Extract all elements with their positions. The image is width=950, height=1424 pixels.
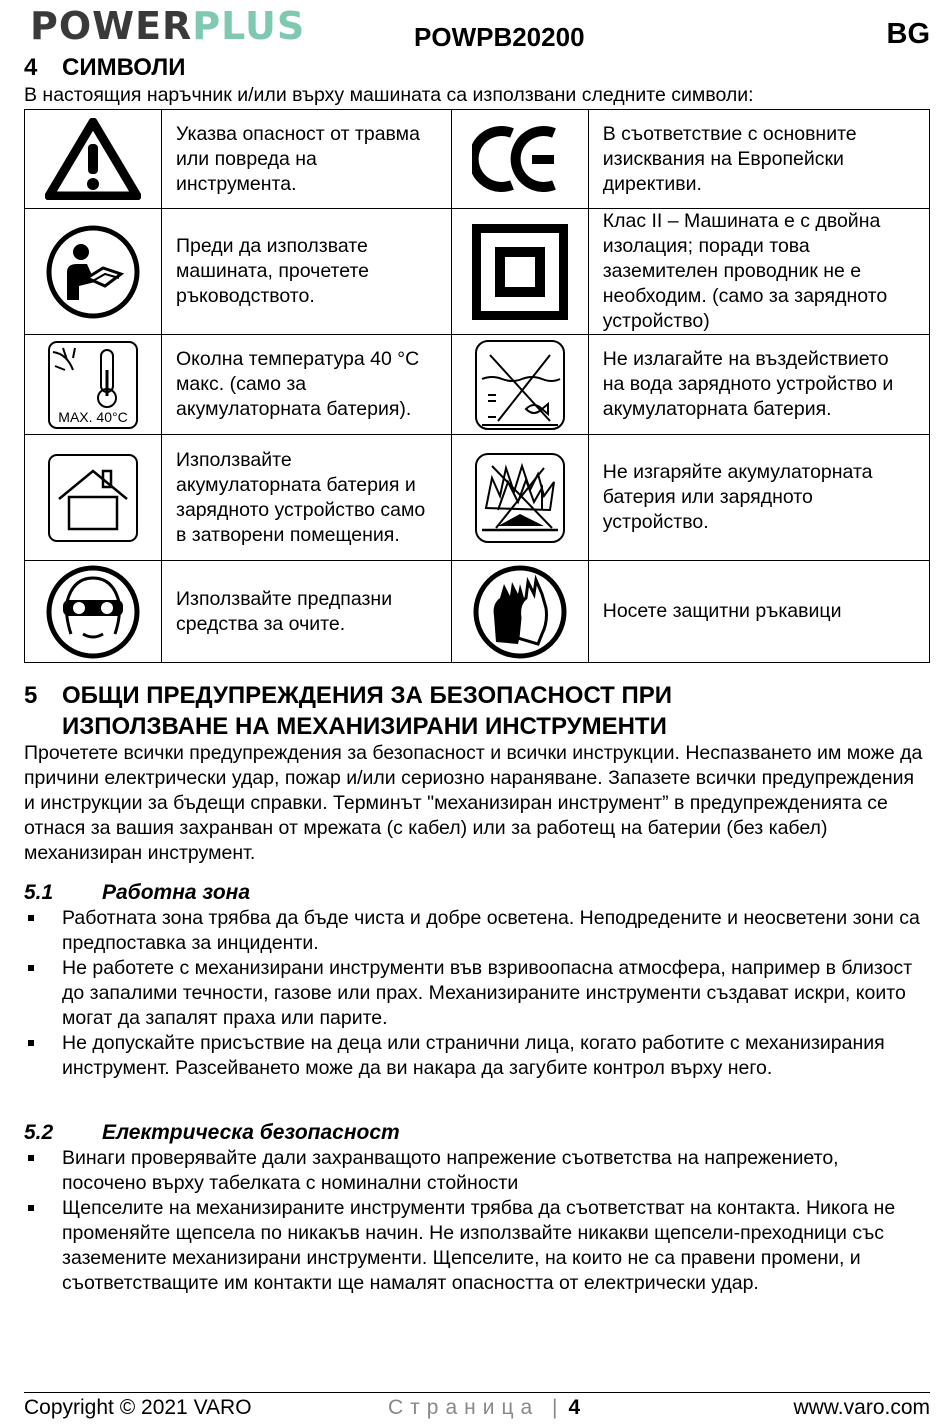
list-item: Работната зона трябва да бъде чиста и добре осветена. Неподредените и неосветени зони са предпоставка за инциденти. xyxy=(24,906,924,956)
symbol-row xyxy=(25,110,930,209)
symbol-description: Не излагайте на въздействието на вода зарядното устройство и акумулаторната батерия. xyxy=(588,335,929,435)
section-5-paragraph: Прочетете всички предупреждения за безопасност и всички инструкции. Неспазването им може да причини електрически удар, пожар и/или сериозно нараняване. Запазете всички предупреждения и инструкции за бъдещи справки. Терминът "механизиран инструмент” в предупрежденията се отнася за вашия захранван от мрежата (с кабел) или за работещ на батерии (без кабел) механизиран инструмент. xyxy=(24,742,923,864)
symbol-description: В съответствие с основните изисквания на Европейски директиви. xyxy=(588,110,929,209)
list-item: Не допускайте присъствие на деца или странични лица, когато работите с механизирания инструмент. Разсейването може да ви накара да загубите контрол върху него. xyxy=(24,1031,924,1081)
symbol-row xyxy=(25,209,930,335)
page-label: Страница xyxy=(388,1396,540,1419)
copyright-notice: Copyright © 2021 VARO xyxy=(24,1396,252,1419)
model-number: POWPB20200 xyxy=(414,22,585,52)
symbol-description: Клас II – Машината е с двойна изолация; поради това заземителен проводник не е необходим. (само за зарядното устройство) xyxy=(588,209,929,335)
symbol-row xyxy=(25,435,930,561)
page-number: 4 xyxy=(568,1396,581,1419)
indoor-use-icon xyxy=(25,435,162,561)
section-5-heading: 5 ОБЩИ ПРЕДУПРЕЖДЕНИЯ ЗА БЕЗОПАСНОСТ ПРИ ИЗПОЛЗВАНЕ НА МЕХАНИЗИРАНИ ИНСТРУМЕНТИ xyxy=(24,682,673,740)
symbol-row xyxy=(25,561,930,663)
symbol-description: Преди да използвате машината, прочетете ръководството. xyxy=(162,209,452,335)
work-area-list xyxy=(24,906,924,1081)
page-indicator xyxy=(388,1396,580,1420)
class-ii-insulation-icon xyxy=(451,209,588,335)
ce-mark-icon xyxy=(451,110,588,209)
language-code: BG xyxy=(886,18,930,50)
subsection-5-1-heading: 5.1 Работна зона xyxy=(24,881,251,904)
symbol-description: Указва опасност от травма или повреда на инструмента. xyxy=(162,110,452,209)
subsection-5-2-heading: 5.2 Електрическа безопасност xyxy=(24,1121,400,1144)
list-item: Винаги проверявайте дали захранващото напрежение съответства на напрежението, посочено върху табелката с номинални стойности xyxy=(24,1146,924,1196)
section-4-heading: 4 СИМВОЛИ xyxy=(24,54,186,81)
symbol-description: Околна температура 40 °C макс. (само за акумулаторната батерия). xyxy=(162,335,452,435)
symbol-description: Използвайте акумулаторната батерия и зарядното устройство само в затворени помещения. xyxy=(162,435,452,561)
max-temperature-icon xyxy=(25,335,162,435)
page-separator: | xyxy=(552,1396,565,1419)
no-fire-icon xyxy=(451,435,588,561)
warning-triangle-icon xyxy=(25,110,162,209)
brand-logo: POWERPLUS xyxy=(30,4,306,48)
section-4-intro: В настоящия наръчник и/или върху машината са използвани следните символи: xyxy=(24,84,754,106)
symbol-description: Не изгаряйте акумулаторната батерия или зарядното устройство. xyxy=(588,435,929,561)
website-link[interactable]: www.varo.com xyxy=(793,1396,930,1419)
footer-divider xyxy=(24,1392,930,1393)
no-water-icon xyxy=(451,335,588,435)
eye-protection-icon xyxy=(25,561,162,663)
symbols-table xyxy=(24,109,930,663)
read-manual-icon xyxy=(25,209,162,335)
list-item: Щепселите на механизираните инструменти трябва да съответстват на контакта. Никога не променяйте щепсела по никакъв начин. Не използвайте никакви щепсели-преходници със заземените механизирани инструменти. Щепселите, на които не са правени промени, и съответстващите им контакти ще намалят опасността от електрически удар. xyxy=(24,1196,924,1296)
symbol-description: Носете защитни ръкавици xyxy=(588,561,929,663)
electrical-safety-list xyxy=(24,1146,924,1296)
symbol-description: Използвайте предпазни средства за очите. xyxy=(162,561,452,663)
gloves-icon xyxy=(451,561,588,663)
max-temp-label: MAX. 40°C xyxy=(58,408,128,425)
symbol-row xyxy=(25,335,930,435)
page-header xyxy=(24,4,930,54)
list-item: Не работете с механизирани инструменти във взривоопасна атмосфера, например в близост до запалими течности, газове или прах. Механизираните инструменти създават искри, които могат да запалят праха или парите. xyxy=(24,956,924,1031)
